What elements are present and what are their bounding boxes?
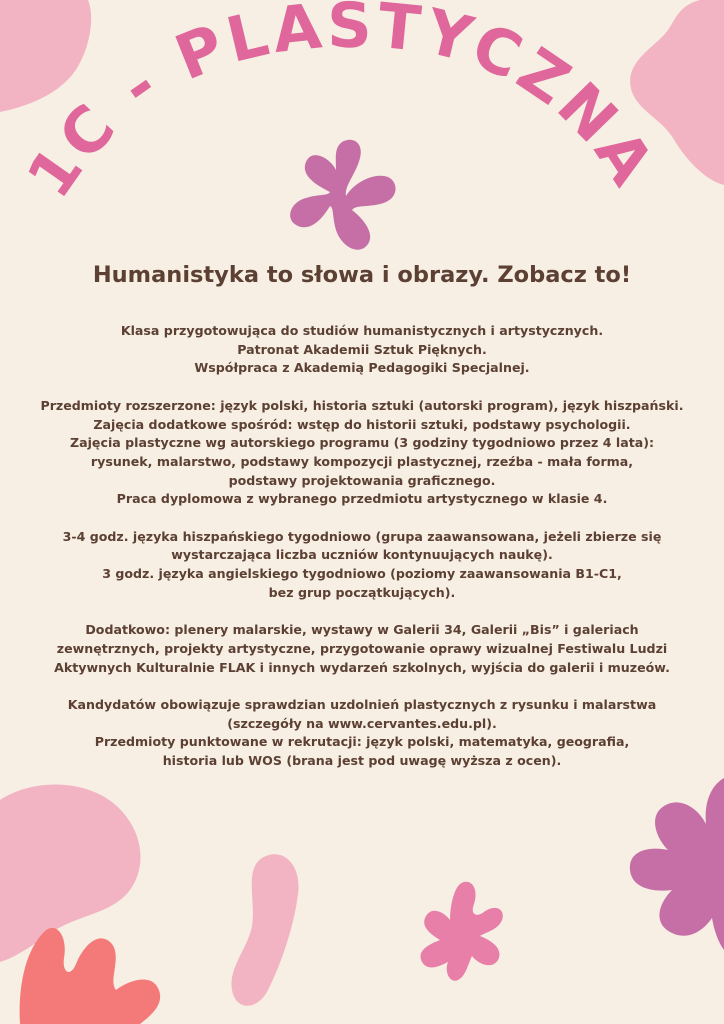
text-line: Patronat Akademii Sztuk Pięknych. [237,341,487,357]
text-line: bez grup początkujących). [268,584,456,600]
text-line: (szczegóły na www.cervantes.edu.pl). [227,715,497,731]
text-line: historia lub WOS (brana jest pod uwagę wyższa z ocen). [162,753,562,769]
text-line: Dodatkowo: plenery malarskie, wystawy w Galerii 34, Galerii „Bis” i galeriach [85,622,639,638]
leaf-bottom-left [20,928,161,1024]
text-line: Kandydatów obowiązuje sprawdzian uzdolnień plastycznych z rysunku i malarstwa [67,697,657,712]
text-line: Zajęcia plastyczne wg autorskiego programu (3 godziny tygodniowo przez 4 lata): [69,435,655,451]
paragraph-subjects [40,397,684,509]
paragraph-languages [40,528,684,603]
text-line: Przedmioty punktowane w rekrutacji: język polski, matematyka, geografia, [94,734,630,750]
paragraph-intro [40,322,684,378]
text-line: Zajęcia dodatkowe spośród: wstęp do historii sztuki, podstawy psychologii. [93,416,631,432]
text-line: rysunek, malarstwo, podstawy kompozycji plastycznej, rzeźba - mała forma, [90,453,634,469]
bean-bottom-center [231,854,298,1006]
title-graphic [0,0,724,260]
text-line: 3 godz. języka angielskiego tygodniowo (poziomy zaawansowania B1-C1, [102,566,622,582]
leaf-bottom-right [630,778,724,950]
flower-bottom-center [421,882,503,981]
blob-bottom-left [0,785,140,963]
text-line: Praca dyplomowa z wybranego przedmiotu artystycznego w klasie 4. [116,491,608,507]
text-line: Przedmioty rozszerzone: język polski, historia sztuki (autorski program), język hiszpański. [40,397,684,413]
text-line: zewnętrznych, projekty artystyczne, przygotowanie oprawy wizualnej Festiwalu Ludzi [56,640,668,656]
text-line: wystarczająca liczba uczniów kontynuujących naukę). [171,547,553,563]
text-line: Współpraca z Akademią Pedagogiki Specjalnej. [194,360,530,376]
body-text [40,322,684,790]
text-line: podstawy projektowania graficznego. [228,472,496,488]
paragraph-recruitment [40,696,684,771]
text-line: Klasa przygotowująca do studiów humanistycznych i artystycznych. [120,323,604,338]
text-line: 3-4 godz. języka hiszpańskiego tygodniowo (grupa zaawansowana, jeżeli zbierze się [62,528,662,544]
page-title: 1C - PLASTYCZNA [12,0,671,211]
paragraph-extras [40,621,684,677]
text-line: Aktywnych Kulturalnie FLAK i innych wydarzeń szkolnych, wyjścia do galerii i muzeów. [54,659,670,675]
subtitle: Humanistyka to słowa i obrazy. Zobacz to! [92,262,632,288]
